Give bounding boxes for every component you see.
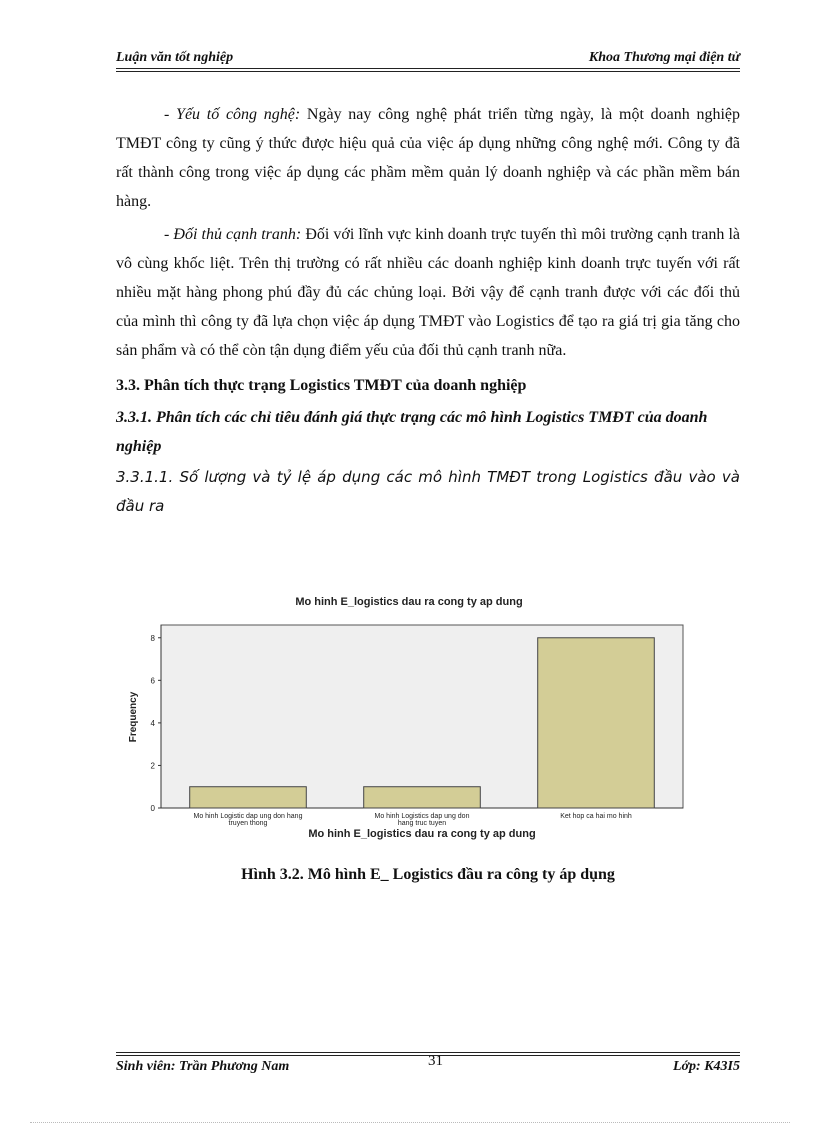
y-axis-label: Frequency: [128, 691, 139, 743]
footer-class: Lớp: K43I5: [672, 1059, 740, 1074]
chart-svg: [128, 588, 700, 848]
paragraph-text: Ngày nay công nghệ phát triển từng ngày, là một doanh nghiệp TMĐT công ty cũng ý thức được hiệu quả của việc áp dụng những công nghệ mới. Công ty đã rất thành công trong việc áp dụng các phầm mềm quản lý doanh nghiệp và các phần mềm bán hàng.: [116, 106, 740, 210]
bar-2: [364, 787, 481, 808]
footer-student: Sinh viên: Trần Phương Nam: [116, 1059, 290, 1074]
bar-3: [538, 638, 655, 808]
y-tick-label: 8: [150, 633, 155, 643]
paragraph-competitors: [116, 220, 740, 365]
y-tick-label: 6: [150, 676, 155, 686]
section-heading-3-3: 3.3. Phân tích thực trạng Logistics TMĐT của doanh nghiệp: [116, 377, 527, 394]
x-tick-label-line: truyen thong: [228, 820, 268, 827]
header-thesis-label: Luận văn tốt nghiệp: [116, 50, 234, 65]
body-text: [116, 100, 740, 521]
paragraph-text: Đối với lĩnh vực kinh doanh trực tuyến thì môi trường cạnh tranh là vô cùng khốc liệt. Trên thị trường có rất nhiều các doanh nghiệp kinh doanh trực tuyến với rất nhiều mặt hàng phong phú đầy đủ các chủng loại. Bởi vậy để cạnh tranh được với các đối thủ của mình thì công ty đã lựa chọn việc áp dụng TMĐT vào Logistics để tạo ra giá trị gia tăng cho sản phẩm và có thể còn tận dụng điểm yếu của đối thủ cạnh tranh nữa.: [116, 226, 740, 359]
chart-title: Mo hinh E_logistics dau ra cong ty ap dung: [295, 596, 523, 608]
figure-caption: Hình 3.2. Mô hình E_ Logistics đầu ra công ty áp dụng: [241, 866, 615, 883]
bar-chart: [128, 588, 700, 848]
x-axis-label: Mo hinh E_logistics dau ra cong ty ap dung: [308, 828, 536, 840]
x-tick-label-line: Mo hinh Logistics dap ung don: [374, 813, 470, 820]
y-tick-label: 0: [150, 804, 155, 813]
section-heading-3-3-1: 3.3.1. Phân tích các chỉ tiêu đánh giá thực trạng các mô hình Logistics TMĐT của doanh nghiệp: [116, 409, 708, 455]
x-tick-label: [375, 813, 470, 827]
x-tick-label-line: Mo hinh Logistic dap ung don hang: [193, 813, 303, 820]
paragraph-lead: - Yếu tố công nghệ:: [164, 106, 301, 123]
bar-1: [190, 787, 307, 808]
page-footer: [116, 1053, 740, 1076]
section-heading-3-3-1-1: 3.3.1.1. Số lượng và tỷ lệ áp dụng các mô hình TMĐT trong Logistics đầu vào và đầu ra: [116, 468, 740, 515]
header-faculty-label: Khoa Thương mại điện tử: [588, 50, 740, 65]
page-header: [116, 50, 740, 70]
y-tick-label: 4: [150, 718, 155, 728]
paragraph-lead: - Đối thủ cạnh tranh:: [164, 226, 302, 243]
x-ticks-group: [194, 813, 632, 827]
paragraph-technology: [116, 100, 740, 216]
y-ticks-group: [151, 634, 161, 813]
y-tick-label: 2: [150, 761, 155, 771]
x-tick-label-line: hang truc tuyen: [397, 820, 447, 827]
x-tick-label: [560, 813, 632, 820]
page-number: 31: [428, 1053, 443, 1069]
x-tick-label-line: Ket hop ca hai mo hinh: [560, 813, 632, 820]
header-rule: [116, 68, 740, 69]
x-tick-label: [194, 813, 303, 827]
header-rule-double: [116, 71, 740, 72]
